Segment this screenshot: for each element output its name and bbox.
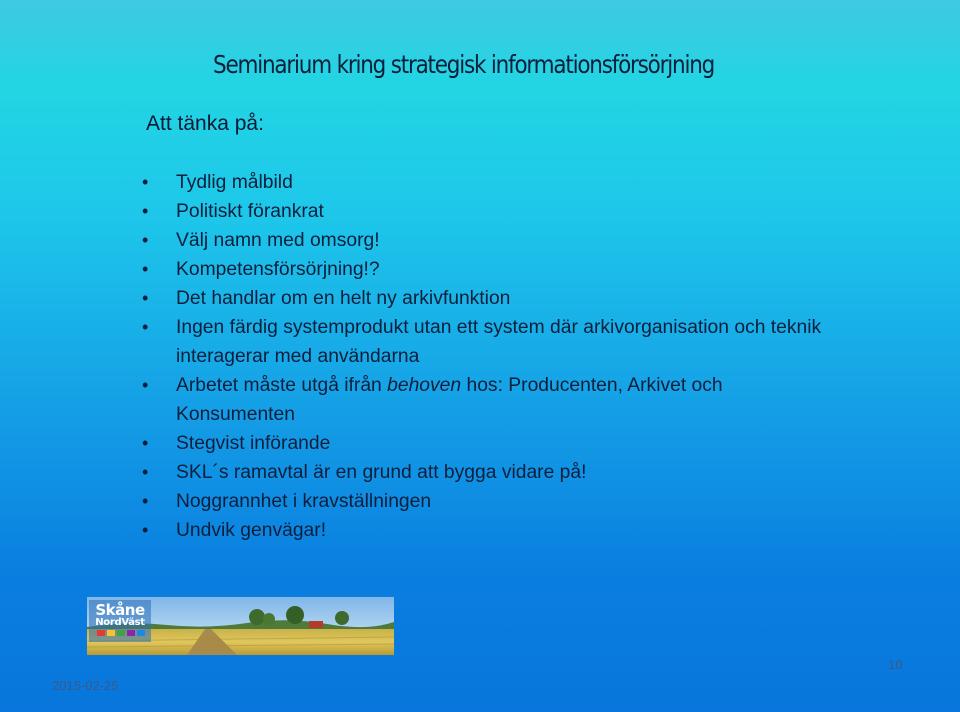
bullet-item <box>136 284 836 313</box>
bullet-text: Kompetensförsörjning!? <box>176 259 380 280</box>
bullet-item <box>136 516 836 545</box>
bullet-item <box>136 255 836 284</box>
bullet-item <box>136 371 836 429</box>
footer-date: 2015-02-25 <box>52 678 119 693</box>
section-heading: Att tänka på: <box>146 112 264 135</box>
logo-banner <box>87 597 394 655</box>
bullet-text: Ingen färdig systemprodukt utan ett system där arkivorganisation och teknik interagerar med användarna <box>176 317 822 367</box>
logo-line2: NordVäst <box>95 617 145 628</box>
page-number: 10 <box>888 657 903 672</box>
bullet-text-pre: Arbetet måste utgå ifrån <box>176 375 388 396</box>
bullet-text: Välj namn med omsorg! <box>176 230 380 251</box>
bullet-item <box>136 168 836 197</box>
bullet-item <box>136 458 836 487</box>
bullet-text: Noggrannhet i kravställningen <box>176 491 432 512</box>
bullet-text: Tydlig målbild <box>176 172 293 193</box>
bullet-text: SKL´s ramavtal är en grund att bygga vidare på! <box>176 462 587 483</box>
bullet-item <box>136 429 836 458</box>
slide-title: Seminarium kring strategisk informationsförsörjning <box>213 50 715 79</box>
bullet-text: Politiskt förankrat <box>176 201 324 222</box>
bullet-text: Undvik genvägar! <box>176 520 327 541</box>
bullet-list <box>136 168 836 545</box>
bullet-item <box>136 226 836 255</box>
bullet-text: Stegvist införande <box>176 433 331 454</box>
bullet-text-post: hos: Producenten, Arkivet och Konsumenten <box>176 375 723 425</box>
bullet-text-emphasis: behoven <box>387 375 462 396</box>
logo-line1: Skåne <box>95 601 145 619</box>
bullet-item <box>136 313 836 371</box>
logo <box>91 603 149 628</box>
bullet-item <box>136 197 836 226</box>
bullet-text: Det handlar om en helt ny arkivfunktion <box>176 288 511 309</box>
bullet-item <box>136 487 836 516</box>
